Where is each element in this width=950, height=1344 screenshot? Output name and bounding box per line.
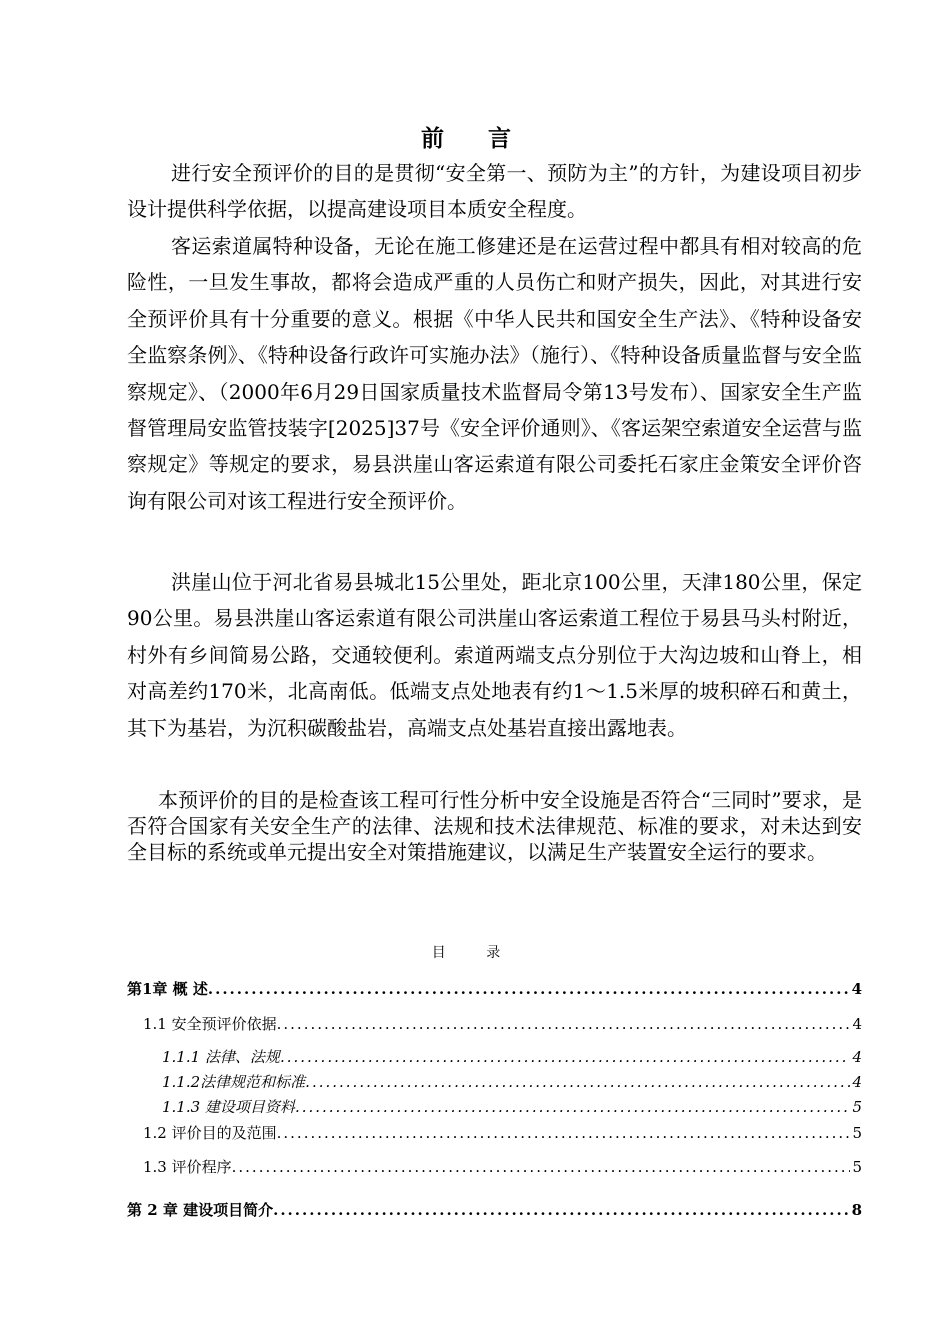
- toc-entry-label: 1.1.2法律规范和标准: [162, 1073, 306, 1091]
- toc-entry-1-1[interactable]: [143, 1013, 862, 1034]
- toc-entry-label: 1.1.3 建设项目资料: [162, 1098, 295, 1116]
- toc-entry-chapter-1[interactable]: [127, 978, 862, 999]
- toc-title: 目 录: [431, 945, 519, 961]
- toc-entry-1-3[interactable]: [143, 1156, 862, 1177]
- preface-paragraph-3: 洪崖山位于河北省易县城北15公里处，距北京100公里，天津180公里，保定90公里。易县洪崖山客运索道有限公司洪崖山客运索道工程位于易县马头村附近，村外有乡间简易公路，交通较便利。索道两端支点分别位于大沟边坡和山脊上，相对高差约170米，北高南低。低端支点处地表有约1～1.5米厚的坡积碎石和黄土，其下为基岩，为沉积碳酸盐岩，高端支点处基岩直接出露地表。: [127, 570, 862, 740]
- toc-entry-page: 5: [852, 1124, 862, 1142]
- preface-paragraph-2: 客运索道属特种设备，无论在施工修建还是在运营过程中都具有相对较高的危险性，一旦发生事故，都将会造成严重的人员伤亡和财产损失，因此，对其进行安全预评价具有十分重要的意义。根据《中华人民共和国安全生产法》、《特种设备安全监察条例》、《特种设备行政许可实施办法》（施行）、《特种设备质量监督与安全监察规定》、（2000年6月29日国家质量技术监督局令第13号发布）、国家安全生产监督管理局安监管技装字[2025]37号《安全评价通则》、《客运架空索道安全运营与监察规定》等规定的要求，易县洪崖山客运索道有限公司委托石家庄金策安全评价咨询有限公司对该工程进行安全预评价。: [127, 234, 862, 513]
- preface-title: 前 言: [420, 125, 529, 152]
- toc-entry-chapter-2[interactable]: [127, 1199, 862, 1220]
- toc-entry-1-1-3[interactable]: [162, 1096, 862, 1117]
- toc-leader-dots: [305, 1073, 850, 1091]
- preface-paragraph-4: 本预评价的目的是检查该工程可行性分析中安全设施是否符合“三同时”要求，是否符合国家有关安全生产的法律、法规和技术法律规范、标准的要求，对未达到安全目标的系统或单元提出安全对策措施建议，以满足生产装置安全运行的要求。: [127, 788, 862, 864]
- toc-leader-dots: [273, 1201, 849, 1219]
- toc-entry-label: 第 2 章 建设项目简介: [127, 1201, 274, 1219]
- toc-entry-page: 8: [851, 1201, 862, 1219]
- toc-entry-page: 5: [852, 1098, 862, 1116]
- toc-entry-1-1-1[interactable]: [162, 1046, 862, 1067]
- toc-entry-1-1-2[interactable]: [162, 1071, 862, 1092]
- toc-entry-label: 第1章 概 述: [127, 980, 208, 998]
- toc-entry-page: 5: [852, 1158, 862, 1176]
- toc-leader-dots: [280, 1048, 851, 1066]
- toc-entry-label: 1.2 评价目的及范围: [143, 1124, 277, 1142]
- toc-leader-dots: [295, 1098, 851, 1116]
- toc-entry-1-2[interactable]: [143, 1122, 862, 1143]
- preface-paragraph-1: 进行安全预评价的目的是贯彻“安全第一、预防为主”的方针，为建设项目初步设计提供科学依据，以提高建设项目本质安全程度。: [127, 161, 862, 222]
- toc-entry-page: 4: [852, 1048, 862, 1066]
- toc-entry-label: 1.1.1 法律、法规: [162, 1048, 280, 1066]
- toc-leader-dots: [232, 1158, 851, 1176]
- toc-entry-page: 4: [852, 1073, 862, 1091]
- toc-entry-page: 4: [852, 1015, 862, 1033]
- toc-entry-label: 1.3 评价程序: [143, 1158, 232, 1176]
- toc-leader-dots: [277, 1124, 851, 1142]
- toc-entry-label: 1.1 安全预评价依据: [143, 1015, 277, 1033]
- toc-leader-dots: [208, 980, 850, 998]
- toc-entry-page: 4: [851, 980, 862, 998]
- toc-leader-dots: [277, 1015, 851, 1033]
